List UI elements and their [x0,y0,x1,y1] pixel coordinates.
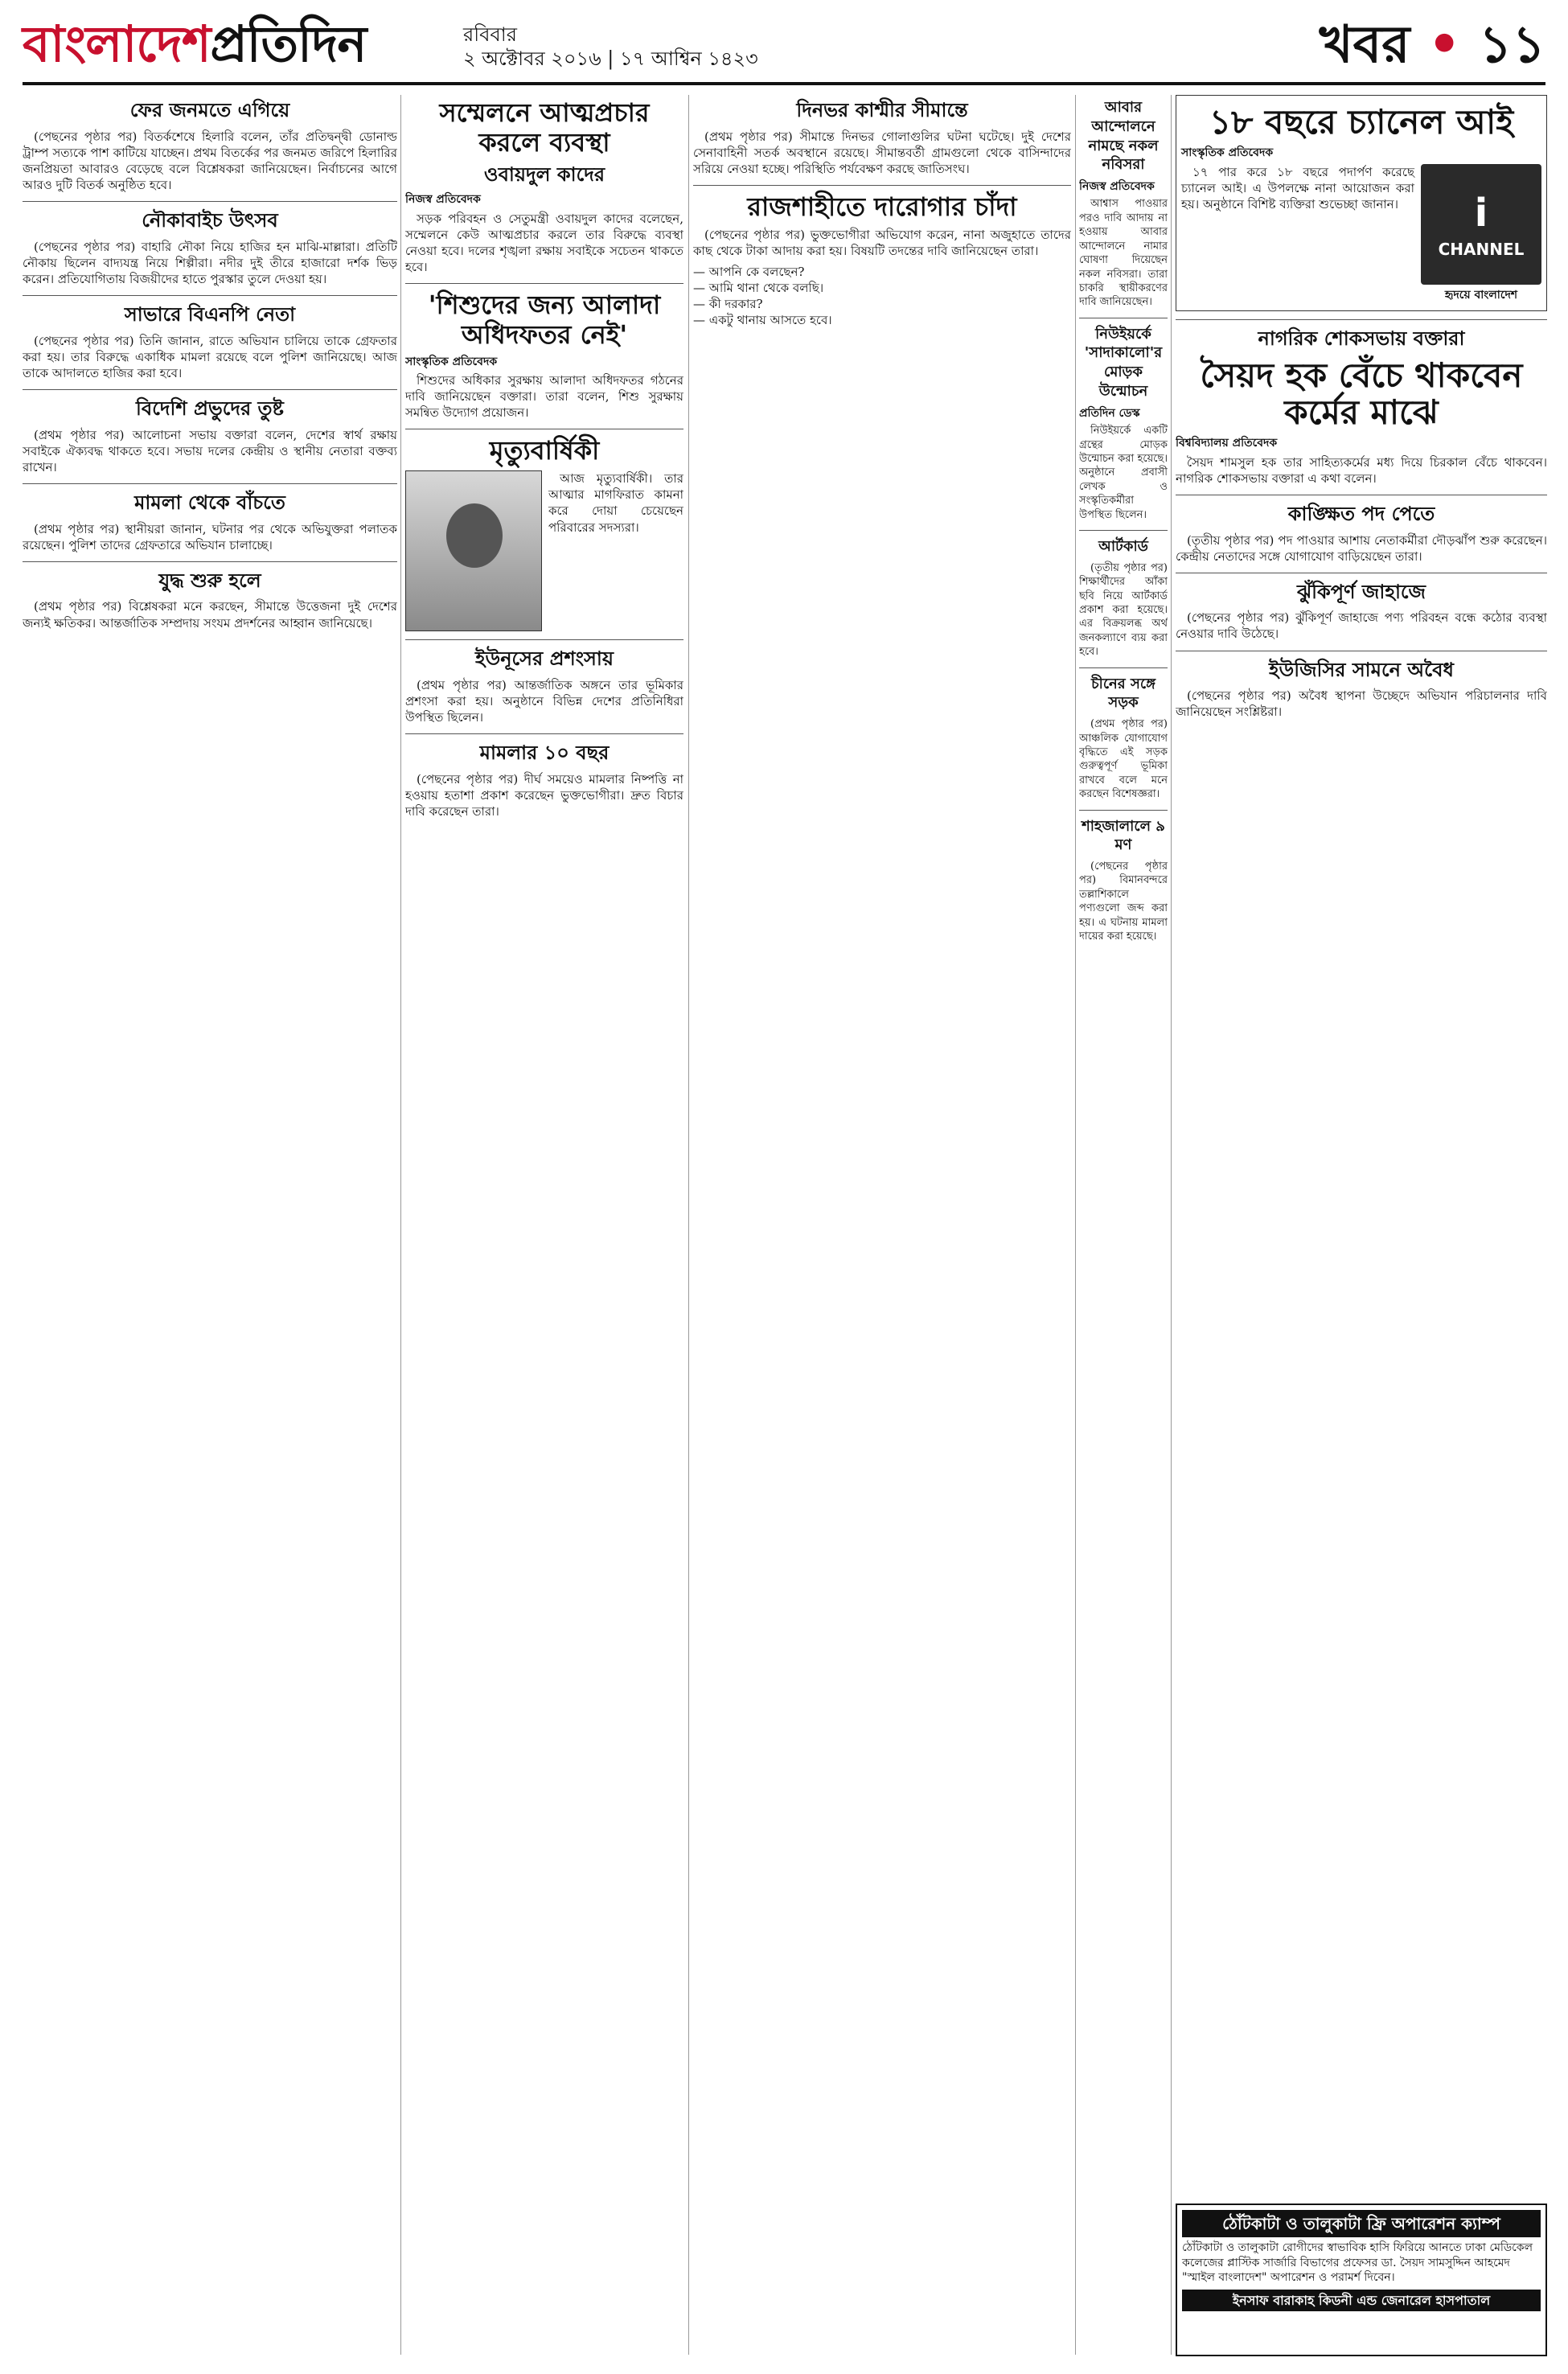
story-body: সৈয়দ শামসুল হক তার সাহিত্যকর্মের মধ্য দিয়ে চিরকাল বেঁচে থাকবেন। নাগরিক শোকসভায় বক্তারা এ কথা বলেন। [1176,454,1547,486]
page-number: ১১ [1478,15,1545,75]
story [693,192,1071,328]
brand-part1: বাংলাদেশ [23,14,211,73]
story-body: (পেছনের পৃষ্ঠার পর) ভুক্তভোগীরা অভিযোগ করেন, নানা অজুহাতে তাদের কাছ থেকে টাকা আদায় করা হয়। বিষয়টি তদন্তের দাবি জানিয়েছেন তারা। [693,227,1071,258]
story-headline: ইউনূসের প্রশংসায় [475,647,614,671]
ad-body: ঠোঁটকাটা ও তালুকাটা রোগীদের স্বাভাবিক হাসি ফিরিয়ে আনতে ঢাকা মেডিকেল কলেজের প্লাস্টিক সার্জারি বিভাগের প্রফেসর ডা. সৈয়দ সামসুদ্দিন আহমেদ "স্মাইল বাংলাদেশ" অপারেশন ও পরামর্শ দিবেন। [1182,2241,1533,2284]
issue-info [463,23,758,71]
column-5 [1176,95,1547,2355]
dialog-text: — আপনি কে বলছেন? — আমি থানা থেকে বলছি। — কী দরকার? — একটু থানায় আসতে হবে। [693,264,832,328]
story-headline: ১৮ বছরে চ্যানেল আই [1209,102,1514,142]
story [23,208,397,287]
story [1079,537,1168,659]
byline: নিজস্ব প্রতিবেদক [405,193,481,207]
story-body: (প্রথম পৃষ্ঠার পর) স্থানীয়রা জানান, ঘটনার পর থেকে অভিযুক্তরা পলাতক রয়েছেন। পুলিশ তাদের গ্রেফতারে অভিযান চালাচ্ছে। [23,521,397,552]
story-headline: আবার আন্দোলনে নামছে নকল নবিসরা [1088,99,1159,174]
story-body: (তৃতীয় পৃষ্ঠার পর) পদ পাওয়ার আশায় নেতাকর্মীরা দৌড়ঝাঁপ শুরু করেছেন। কেন্দ্রীয় নেতাদের সঙ্গে যোগাযোগ বাড়িয়েছেন তারা। [1176,532,1547,564]
column-4 [1079,95,1168,2355]
issue-day: রবিবার [463,23,517,46]
story-body: শিশুদের অধিকার সুরক্ষায় আলাদা অধিদফতর গঠনের দাবি জানিয়েছেন বক্তারা। তারা বলেন, শিশু সুরক্ষায় সমন্বিত উদ্যোগ প্রয়োজন। [405,373,683,421]
story-headline: সাভারে বিএনপি নেতা [124,303,296,326]
logo-caption: হৃদয়ে বাংলাদেশ [1444,288,1518,302]
story-body: (পেছনের পৃষ্ঠার পর) বিমানবন্দরে তল্লাশিকালে পণ্যগুলো জব্দ করা হয়। এ ঘটনায় মামলা দায়ের করা হয়েছে। [1079,860,1168,943]
story [23,98,397,193]
column-rule [1075,95,1076,2355]
column-2 [405,95,683,2355]
story [23,569,397,631]
story [405,741,683,819]
byline: বিশ্ববিদ্যালয় প্রতিবেদক [1176,437,1278,450]
story-body: (প্রথম পৃষ্ঠার পর) আঞ্চলিক যোগাযোগ বৃদ্ধিতে এই সড়ক গুরুত্বপূর্ণ ভূমিকা রাখবে বলে মনে করছেন বিশেষজ্ঞরা। [1079,718,1168,801]
story-body: (প্রথম পৃষ্ঠার পর) আন্তর্জাতিক অঙ্গনে তার ভূমিকার প্রশংসা করা হয়। অনুষ্ঠানে বিভিন্ন দেশের প্রতিনিধিরা উপস্থিত ছিলেন। [405,677,683,725]
story-headline: 'শিশুদের জন্য আলাদা অধিদফতর নেই' [428,290,661,350]
story [1079,325,1168,522]
story [1079,675,1168,802]
brand-part2: প্রতিদিন [210,14,367,73]
story [1176,580,1547,643]
story-body: (প্রথম পৃষ্ঠার পর) আলোচনা সভায় বক্তারা বলেন, দেশের স্বার্থ রক্ষায় সবাইকে ঐক্যবদ্ধ থাকতে হবে। সভায় দলের কেন্দ্রীয় ও স্থানীয় নেতারা বক্তব্য রাখেন। [23,427,397,474]
story-body: (তৃতীয় পৃষ্ঠার পর) শিক্ষার্থীদের আঁকা ছবি নিয়ে আর্টকার্ড প্রকাশ করা হয়েছে। এর বিক্রয়লব্ধ অর্থ জনকল্যাণে ব্যয় করা হবে। [1079,561,1168,659]
byline: সাংস্কৃতিক প্রতিবেদক [1181,146,1274,160]
story-body: আশ্বাস পাওয়ার পরও দাবি আদায় না হওয়ায় আবার আন্দোলনে নামার ঘোষণা দিয়েছেন নকল নবিসরা। তারা চাকরি স্থায়ীকরণের দাবি জানিয়েছেন। [1079,198,1168,309]
story-headline: নিউইয়র্কে 'সাদাকালো'র মোড়ক উন্মোচন [1084,325,1163,400]
column-rule [1171,95,1172,2355]
story-headline: দিনভর কাশ্মীর সীমান্তে [796,99,968,121]
story-headline: সম্মেলনে আত্মপ্রচার করলে ব্যবস্থা [439,97,650,158]
story-body: (পেছনের পৃষ্ঠার পর) ঝুঁকিপূর্ণ জাহাজে পণ্য পরিবহন বন্ধে কঠোর ব্যবস্থা নেওয়ার দাবি উঠেছে। [1176,610,1547,642]
story [405,290,683,421]
byline: প্রতিদিন ডেস্ক [1079,406,1140,420]
obituary [405,436,683,631]
masthead [23,8,1545,85]
column-rule [688,95,689,2355]
advertisement [1176,2204,1547,2356]
story-headline: আর্টকার্ড [1098,538,1148,556]
byline: নিজস্ব প্রতিবেদক [1079,180,1155,193]
ad-title: ঠোঁটকাটা ও তালুকাটা ফ্রি অপারেশন ক্যাম্প [1182,2210,1541,2237]
story-headline: চীনের সঙ্গে সড়ক [1090,675,1156,712]
story [23,302,397,381]
story-channel-i [1176,95,1547,311]
story-body: নিউইয়র্কে একটি গ্রন্থের মোড়ক উন্মোচন করা হয়েছে। অনুষ্ঠানে প্রবাসী লেখক ও সংস্কৃতিকর্মীরা উপস্থিত ছিলেন। [1079,425,1168,521]
story-headline: সৈয়দ হক বেঁচে থাকবেন কর্মের মাঝে [1200,355,1523,432]
issue-date: ২ অক্টোবর ২০১৬ | ১৭ আশ্বিন ১৪২৩ [463,47,758,70]
story-headline: শাহজালালে ৯ মণ [1082,817,1165,854]
story-headline: ঝুঁকিপূর্ণ জাহাজে [1296,580,1426,603]
portrait-photo [405,470,542,631]
story-headline: মৃত্যুবার্ষিকী [489,435,600,466]
story [23,396,397,475]
story-body: (পেছনের পৃষ্ঠার পর) বাহারি নৌকা নিয়ে হাজির হন মাঝি-মাল্লারা। প্রতিটি নৌকায় ছিলেন বাদ্যযন্ত্র নিয়ে শিল্পীরা। নদীর দুই তীরে হাজারো দর্শক ভিড় করেন। প্রতিযোগিতায় বিজয়ীদের হাতে পুরস্কার তুলে দেওয়া হয়। [23,239,397,286]
story [1176,502,1547,565]
story [1079,98,1168,310]
story-headline: মামলা থেকে বাঁচতে [134,491,285,514]
story-headline: ইউজিসির সামনে অবৈধ [1269,658,1454,681]
story-headline: নৌকাবাইচ উৎসব [142,209,278,232]
column-rule [400,95,401,2355]
story [405,98,683,275]
story-body: (প্রথম পৃষ্ঠার পর) বিশ্লেষকরা মনে করছেন, সীমান্তে উত্তেজনা দুই দেশের জন্যই ক্ষতিকর। আন্তর্জাতিক সম্প্রদায় সংযম প্রদর্শনের আহ্বান জানিয়েছে। [23,599,397,630]
byline: সাংস্কৃতিক প্রতিবেদক [405,355,498,368]
story-headline: মামলার ১০ বছর [479,741,610,765]
story-headline: কাঙ্ক্ষিত পদ পেতে [1287,502,1435,525]
story-subhead: ওবায়দুল কাদের [483,162,605,186]
story-body: (পেছনের পৃষ্ঠার পর) তিনি জানান, রাতে অভিযান চালিয়ে তাকে গ্রেফতার করা হয়। তার বিরুদ্ধে একাধিক মামলা রয়েছে বলে পুলিশ জানিয়েছে। আজ তাকে আদালতে হাজির করা হবে। [23,333,397,380]
story-body: (পেছনের পৃষ্ঠার পর) অবৈধ স্থাপনা উচ্ছেদে অভিযান পরিচালনার দাবি জানিয়েছেন সংশ্লিষ্টরা। [1176,688,1547,720]
story-syed-haq [1176,327,1547,487]
story-headline: রাজশাহীতে দারোগার চাঁদা [747,191,1017,222]
story-body: (পেছনের পৃষ্ঠার পর) দীর্ঘ সময়েও মামলার নিষ্পত্তি না হওয়ায় হতাশা প্রকাশ করেছেন ভুক্তভোগীরা। দ্রুত বিচার দাবি করেছেন তারা। [405,771,683,819]
section-name: খবর [1319,15,1410,75]
column-1 [23,95,397,2355]
story-body: (প্রথম পৃষ্ঠার পর) সীমান্তে দিনভর গোলাগুলির ঘটনা ঘটেছে। দুই দেশের সেনাবাহিনী সতর্ক অবস্থানে রয়েছে। সীমান্তবর্তী গ্রামগুলো থেকে বাসিন্দাদের সরিয়ে নেওয়া হচ্ছে। পরিস্থিতি পর্যবেক্ষণ করছে জাতিসংঘ। [693,129,1071,176]
story [405,647,683,725]
channel-i-logo: i CHANNEL [1421,164,1541,285]
column-3 [693,95,1071,2355]
section-dot: • [1410,15,1479,75]
story-body: সড়ক পরিবহন ও সেতুমন্ত্রী ওবায়দুল কাদের বলেছেন, সম্মেলনে কেউ আত্মপ্রচার করলে তার বিরুদ্ধে ব্যবস্থা নেওয়া হবে। দলের শৃঙ্খলা রক্ষায় সবাইকে সচেতন থাকতে হবে। [405,211,683,275]
story [1079,817,1168,944]
brand-logo [23,11,366,77]
story-headline: বিদেশি প্রভুদের তুষ্ট [136,396,284,420]
story-body: ১৭ পার করে ১৮ বছরে পদার্পণ করেছে চ্যানেল আই। এ উপলক্ষে নানা আয়োজন করা হয়। অনুষ্ঠানে বিশিষ্ট ব্যক্তিরা শুভেচ্ছা জানান। [1181,164,1414,212]
ad-footer: ইনসাফ বারাকাহ কিডনী এন্ড জেনারেল হাসপাতাল [1182,2290,1541,2311]
story [23,491,397,553]
story-headline: যুদ্ধ শুরু হলে [158,569,261,592]
section-label [1320,11,1545,79]
story-body: আজ মৃত্যুবার্ষিকী। তার আত্মার মাগফিরাত কামনা করে দোয়া চেয়েছেন পরিবারের সদস্যরা। [548,471,683,535]
story-kicker: নাগরিক শোকসভায় বক্তারা [1258,327,1465,351]
story [693,98,1071,177]
story-body: (পেছনের পৃষ্ঠার পর) বিতর্কশেষে হিলারি বলেন, তাঁর প্রতিদ্বন্দ্বী ডোনাল্ড ট্রাম্প সত্যকে পাশ কাটিয়ে যাচ্ছেন। প্রথম বিতর্কের পর জনমত জরিপে হিলারির জনপ্রিয়তা আবারও বেড়েছে বলে বিশ্লেষকরা জানিয়েছেন। নির্বাচনের আগে আরও দুটি বিতর্ক অনুষ্ঠিত হবে। [23,129,397,192]
story-headline: ফের জনমতে এগিয়ে [129,99,290,121]
story [1176,658,1547,721]
